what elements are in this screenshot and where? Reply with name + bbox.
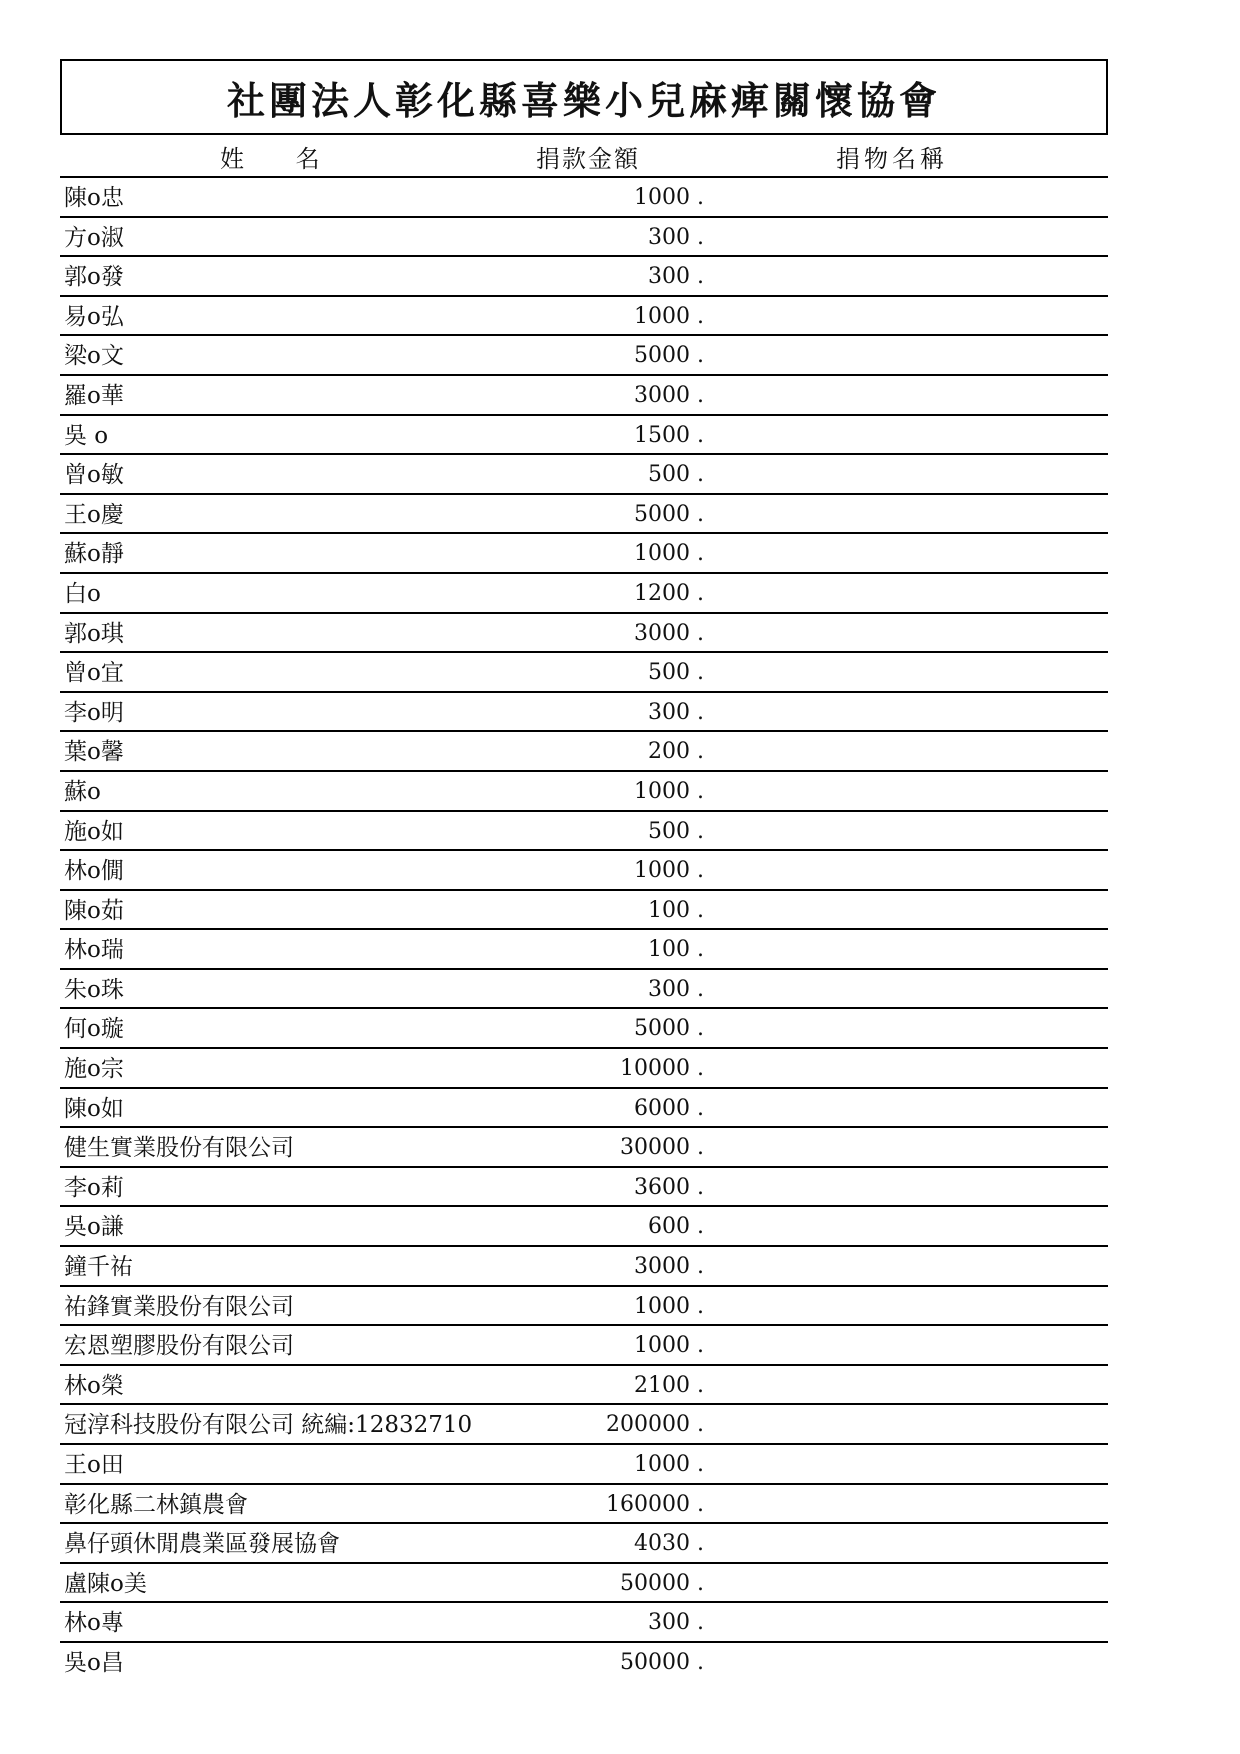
donation-amount: 5000 . — [634, 343, 704, 369]
table-row — [60, 1049, 1108, 1089]
table-row — [60, 376, 1108, 416]
table-row — [60, 970, 1108, 1010]
donation-amount: 300 . — [648, 976, 704, 1002]
donation-amount: 160000 . — [606, 1491, 704, 1517]
donation-amount: 50000 . — [620, 1649, 704, 1675]
table-row — [60, 297, 1108, 337]
donor-name: 白o — [64, 580, 101, 607]
donor-name: 冠淳科技股份有限公司 統編:12832710 — [64, 1412, 473, 1439]
donor-name: 吳o謙 — [64, 1214, 124, 1241]
donor-name: 何o璇 — [64, 1016, 124, 1043]
donation-amount: 1000 . — [634, 185, 704, 210]
donation-amount: 50000 . — [620, 1570, 704, 1596]
table-row — [60, 614, 1108, 654]
donor-name: 鐘千祐 — [64, 1254, 133, 1281]
donor-name: 蘇o — [64, 778, 101, 805]
donation-amount: 600 . — [648, 1214, 704, 1240]
table-row — [60, 336, 1108, 376]
donation-amount: 1000 . — [634, 1293, 704, 1319]
donation-amount: 1200 . — [634, 580, 704, 606]
donation-amount: 1000 . — [634, 778, 704, 804]
table-row — [60, 930, 1108, 970]
donation-amount: 3000 . — [634, 382, 704, 408]
header-item: 捐物名稱 — [836, 145, 948, 173]
document-title: 社團法人彰化縣喜樂小兒麻痺關懷協會 — [226, 78, 941, 123]
donor-name: 蘇o靜 — [64, 541, 124, 568]
table-row — [60, 1287, 1108, 1327]
donation-amount: 3600 . — [634, 1174, 704, 1200]
table-row — [60, 257, 1108, 297]
donor-name: 林o瑞 — [64, 937, 124, 964]
table-row — [60, 891, 1108, 931]
donor-name: 王o田 — [64, 1452, 124, 1478]
donor-name: 施o宗 — [64, 1056, 124, 1083]
donor-name: 曾o敏 — [64, 462, 124, 489]
donor-name: 林o榮 — [64, 1372, 124, 1399]
table-row — [60, 534, 1108, 574]
donor-name: 郭o琪 — [64, 620, 124, 647]
table-row — [60, 1207, 1108, 1247]
donation-amount: 500 . — [648, 660, 704, 686]
donor-name: 盧陳o美 — [64, 1570, 147, 1597]
table-row — [60, 1089, 1108, 1129]
table-row — [60, 812, 1108, 852]
table-row — [60, 455, 1108, 495]
donor-name: 彰化縣二林鎮農會 — [64, 1491, 248, 1518]
donor-name: 陳o如 — [64, 1095, 124, 1122]
donation-amount: 300 . — [648, 699, 704, 725]
donor-name: 易o弘 — [64, 303, 124, 330]
donation-amount: 5000 . — [634, 1016, 704, 1042]
table-row — [60, 1405, 1108, 1445]
table-row — [60, 574, 1108, 614]
donation-amount: 100 . — [648, 897, 704, 923]
table-row — [60, 1485, 1108, 1525]
donation-amount: 30000 . — [620, 1135, 704, 1161]
donor-name: 宏恩塑膠股份有限公司 — [64, 1333, 294, 1360]
table-row — [60, 1603, 1108, 1643]
table-row — [60, 653, 1108, 693]
table-row — [60, 495, 1108, 535]
donor-name: 陳o忠 — [64, 185, 124, 211]
donor-name: 林o僩 — [64, 858, 124, 885]
header-name: 姓 名 — [220, 145, 322, 173]
donor-name: 王o慶 — [64, 501, 124, 528]
table-row — [60, 732, 1108, 772]
donation-amount: 100 . — [648, 937, 704, 963]
donation-amount: 1000 . — [634, 858, 704, 884]
donation-amount: 6000 . — [634, 1095, 704, 1121]
donation-amount: 3000 . — [634, 1254, 704, 1280]
table-row — [60, 1564, 1108, 1604]
table-row — [60, 1643, 1108, 1683]
table-body — [60, 178, 1108, 1683]
donor-name: 健生實業股份有限公司 — [64, 1135, 294, 1162]
donation-amount: 1500 . — [634, 422, 704, 448]
donor-name: 李o明 — [64, 699, 124, 726]
table-row — [60, 1247, 1108, 1287]
donation-amount: 1000 . — [634, 1333, 704, 1359]
donation-amount: 300 . — [648, 224, 704, 250]
table-row — [60, 693, 1108, 733]
table-row — [60, 218, 1108, 258]
donor-name: 陳o茹 — [64, 897, 124, 924]
header-amount: 捐款金額 — [536, 145, 640, 173]
donor-name: 朱o珠 — [64, 976, 124, 1003]
donation-amount: 200000 . — [606, 1412, 704, 1438]
donation-amount: 1000 . — [634, 541, 704, 567]
title-box — [60, 59, 1108, 135]
donor-name: 方o淑 — [64, 224, 124, 251]
donation-amount: 1000 . — [634, 1452, 704, 1477]
table-row — [60, 1366, 1108, 1406]
table-row — [60, 178, 1108, 218]
donation-amount: 300 . — [648, 264, 704, 290]
table-row — [60, 1009, 1108, 1049]
donor-name: 曾o宜 — [64, 660, 124, 687]
donor-name: 李o莉 — [64, 1174, 124, 1201]
table-row — [60, 1128, 1108, 1168]
donation-amount: 3000 . — [634, 620, 704, 646]
donor-name: 梁o文 — [64, 343, 124, 370]
donation-amount: 2100 . — [634, 1372, 704, 1398]
donor-name: 林o專 — [64, 1610, 124, 1637]
table-row — [60, 1168, 1108, 1208]
table-row — [60, 1445, 1108, 1485]
table-header — [60, 141, 1108, 178]
table-row — [60, 1326, 1108, 1366]
donation-table — [60, 141, 1108, 1683]
table-row — [60, 851, 1108, 891]
donor-name: 吳 o — [64, 422, 109, 449]
donation-amount: 300 . — [648, 1610, 704, 1636]
donor-name: 羅o華 — [64, 382, 124, 409]
donor-name: 施o如 — [64, 818, 124, 845]
donation-amount: 10000 . — [620, 1056, 704, 1082]
table-row — [60, 416, 1108, 456]
donor-name: 葉o馨 — [64, 739, 124, 766]
donor-name: 吳o昌 — [64, 1649, 124, 1676]
donation-amount: 4030 . — [634, 1531, 704, 1557]
table-row — [60, 772, 1108, 812]
donation-amount: 200 . — [648, 739, 704, 765]
donation-amount: 5000 . — [634, 501, 704, 527]
table-row — [60, 1524, 1108, 1564]
donor-name: 鼻仔頭休閒農業區發展協會 — [64, 1531, 340, 1558]
donor-name: 祐鋒實業股份有限公司 — [64, 1293, 294, 1320]
donation-amount: 500 . — [648, 462, 704, 488]
donor-name: 郭o發 — [64, 264, 124, 291]
donation-amount: 1000 . — [634, 303, 704, 329]
donation-amount: 500 . — [648, 818, 704, 844]
